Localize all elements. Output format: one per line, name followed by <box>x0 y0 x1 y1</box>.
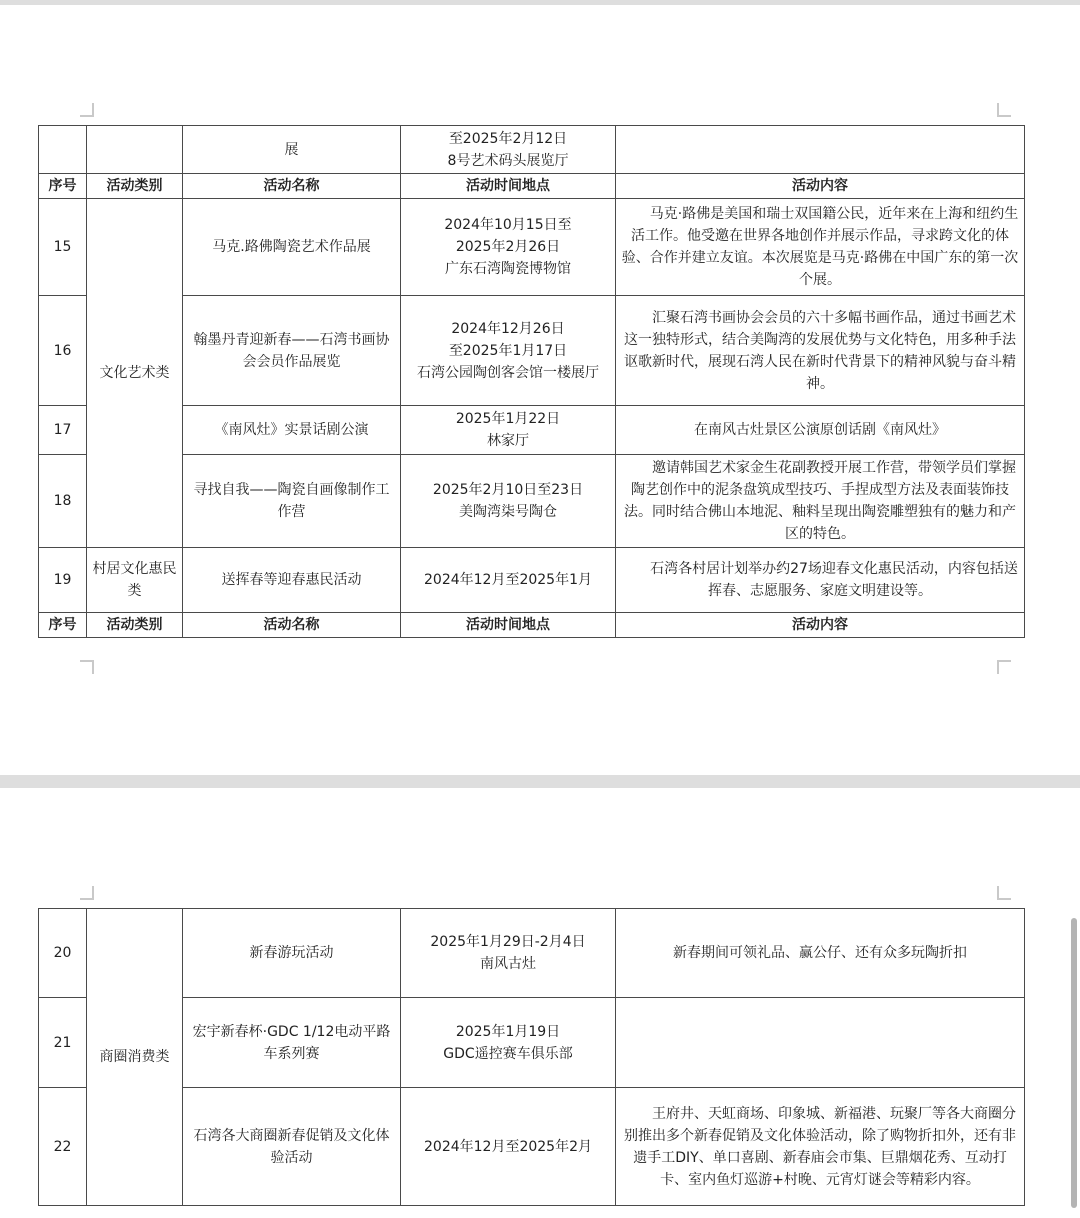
margin-corner-mark <box>80 886 94 900</box>
activity-content: 新春期间可领礼品、赢公仔、还有众多玩陶折扣 <box>616 909 1025 998</box>
table-row <box>39 296 1025 406</box>
time-place-line: 石湾公园陶创客会馆一楼展厅 <box>417 364 599 381</box>
header-time-place: 活动时间地点 <box>401 613 616 638</box>
activity-content: 石湾各村居计划举办约27场迎春文化惠民活动，内容包括送挥春、志愿服务、家庭文明建设等。 <box>616 548 1025 613</box>
time-place-line: 南风古灶 <box>480 956 536 972</box>
activity-time-place <box>401 998 616 1088</box>
table-header-row <box>39 174 1025 199</box>
time-place-line: 2025年1月19日 <box>455 1023 561 1040</box>
activity-time-place <box>401 909 616 998</box>
row-no: 19 <box>39 548 87 613</box>
cell-empty <box>87 126 183 174</box>
table-row <box>39 998 1025 1088</box>
cell-empty <box>616 126 1025 174</box>
time-place-line: 至2025年1月17日 <box>448 342 568 359</box>
activity-time-place <box>401 126 616 174</box>
activity-content: 邀请韩国艺术家金生花副教授开展工作营，带领学员们掌握陶艺创作中的泥条盘筑成型技巧、手捏成型方法及表面装饰技法。同时结合佛山本地泥、釉料呈现出陶瓷雕塑独有的魅力和产区的特色。 <box>616 455 1025 548</box>
activity-name: 送挥春等迎春惠民活动 <box>183 548 401 613</box>
activity-name: 宏宇新春杯·GDC 1/12电动平路车系列赛 <box>183 998 401 1088</box>
time-place-line: 2025年2月26日 <box>455 239 561 255</box>
activity-name: 新春游玩活动 <box>183 909 401 998</box>
activity-name: 石湾各大商圈新春促销及文化体验活动 <box>183 1088 401 1206</box>
cell-empty <box>39 126 87 174</box>
header-category: 活动类别 <box>87 174 183 199</box>
table-row <box>39 548 1025 613</box>
document-page-1 <box>0 5 1080 775</box>
time-place-line: 广东石湾陶瓷博物馆 <box>445 261 571 277</box>
activity-time-place: 2024年12月至2025年1月 <box>401 548 616 613</box>
margin-corner-mark <box>997 103 1011 117</box>
row-no: 16 <box>39 296 87 406</box>
activity-content: 王府井、天虹商场、印象城、新福港、玩聚厂等各大商圈分别推出多个新春促销及文化体验活动，除了购物折扣外，还有非遗手工DIY、单口喜剧、新春庙会市集、巨鼎烟花秀、互动打卡、室内鱼灯巡游+村晚、元宵灯谜会等精彩内容。 <box>616 1088 1025 1206</box>
time-place-line: 2025年1月29日-2月4日 <box>430 934 586 950</box>
activity-content <box>616 998 1025 1088</box>
header-no: 序号 <box>39 613 87 638</box>
activity-name: 马克.路佛陶瓷艺术作品展 <box>183 199 401 296</box>
time-place-line: GDC遥控赛车俱乐部 <box>443 1045 573 1062</box>
vertical-scrollbar[interactable] <box>1071 918 1077 1208</box>
header-category: 活动类别 <box>87 613 183 638</box>
activity-time-place <box>401 455 616 548</box>
row-no: 17 <box>39 406 87 455</box>
header-name: 活动名称 <box>183 174 401 199</box>
header-content: 活动内容 <box>616 174 1025 199</box>
row-no: 18 <box>39 455 87 548</box>
time-place-line: 2025年1月22日 <box>455 411 561 427</box>
time-place-line: 2024年10月15日至 <box>444 217 572 233</box>
activity-time-place <box>401 296 616 406</box>
activity-content: 汇聚石湾书画协会会员的六十多幅书画作品，通过书画艺术这一独特形式，结合美陶湾的发展优势与文化特色，用多种手法讴歌新时代，展现石湾人民在新时代背景下的精神风貌与奋斗精神。 <box>616 296 1025 406</box>
time-place-line: 2025年2月10日至23日 <box>432 482 584 498</box>
document-page-2 <box>0 788 1080 1218</box>
table-row <box>39 455 1025 548</box>
time-place-line: 至2025年2月12日 <box>448 130 568 147</box>
margin-corner-mark <box>80 660 94 674</box>
activity-content: 马克·路佛是美国和瑞士双国籍公民，近年来在上海和纽约生活工作。他受邀在世界各地创作并展示作品，寻求跨文化的体验、合作并建立友谊。本次展览是马克·路佛在中国广东的第一次个展。 <box>616 199 1025 296</box>
activity-content: 在南风古灶景区公演原创话剧《南风灶》 <box>616 406 1025 455</box>
table-row <box>39 126 1025 174</box>
header-content: 活动内容 <box>616 613 1025 638</box>
activity-name: 寻找自我——陶瓷自画像制作工作营 <box>183 455 401 548</box>
time-place-line: 8号艺术码头展览厅 <box>447 152 569 169</box>
row-no: 21 <box>39 998 87 1088</box>
activity-time-place <box>401 199 616 296</box>
table-row <box>39 1088 1025 1206</box>
row-no: 15 <box>39 199 87 296</box>
margin-corner-mark <box>80 103 94 117</box>
time-place-line: 林家厅 <box>487 433 529 449</box>
activity-time-place <box>401 406 616 455</box>
row-no: 22 <box>39 1088 87 1206</box>
header-no: 序号 <box>39 174 87 199</box>
activity-time-place: 2024年12月至2025年2月 <box>401 1088 616 1206</box>
activity-table-part-2 <box>38 908 1025 1206</box>
table-row <box>39 199 1025 296</box>
category-cell: 文化艺术类 <box>87 199 183 548</box>
margin-corner-mark <box>997 660 1011 674</box>
activity-name: 翰墨丹青迎新春——石湾书画协会会员作品展览 <box>183 296 401 406</box>
category-cell: 村居文化惠民类 <box>87 548 183 613</box>
activity-name: 《南风灶》实景话剧公演 <box>183 406 401 455</box>
header-name: 活动名称 <box>183 613 401 638</box>
table-row <box>39 406 1025 455</box>
time-place-line: 2024年12月26日 <box>451 320 565 337</box>
category-cell: 商圈消费类 <box>87 909 183 1206</box>
row-no: 20 <box>39 909 87 998</box>
activity-table-part-1 <box>38 125 1025 638</box>
table-row <box>39 909 1025 998</box>
table-header-row <box>39 613 1025 638</box>
time-place-line: 美陶湾柒号陶仓 <box>459 504 557 520</box>
header-time-place: 活动时间地点 <box>401 174 616 199</box>
activity-name: 展 <box>183 126 401 174</box>
margin-corner-mark <box>997 886 1011 900</box>
